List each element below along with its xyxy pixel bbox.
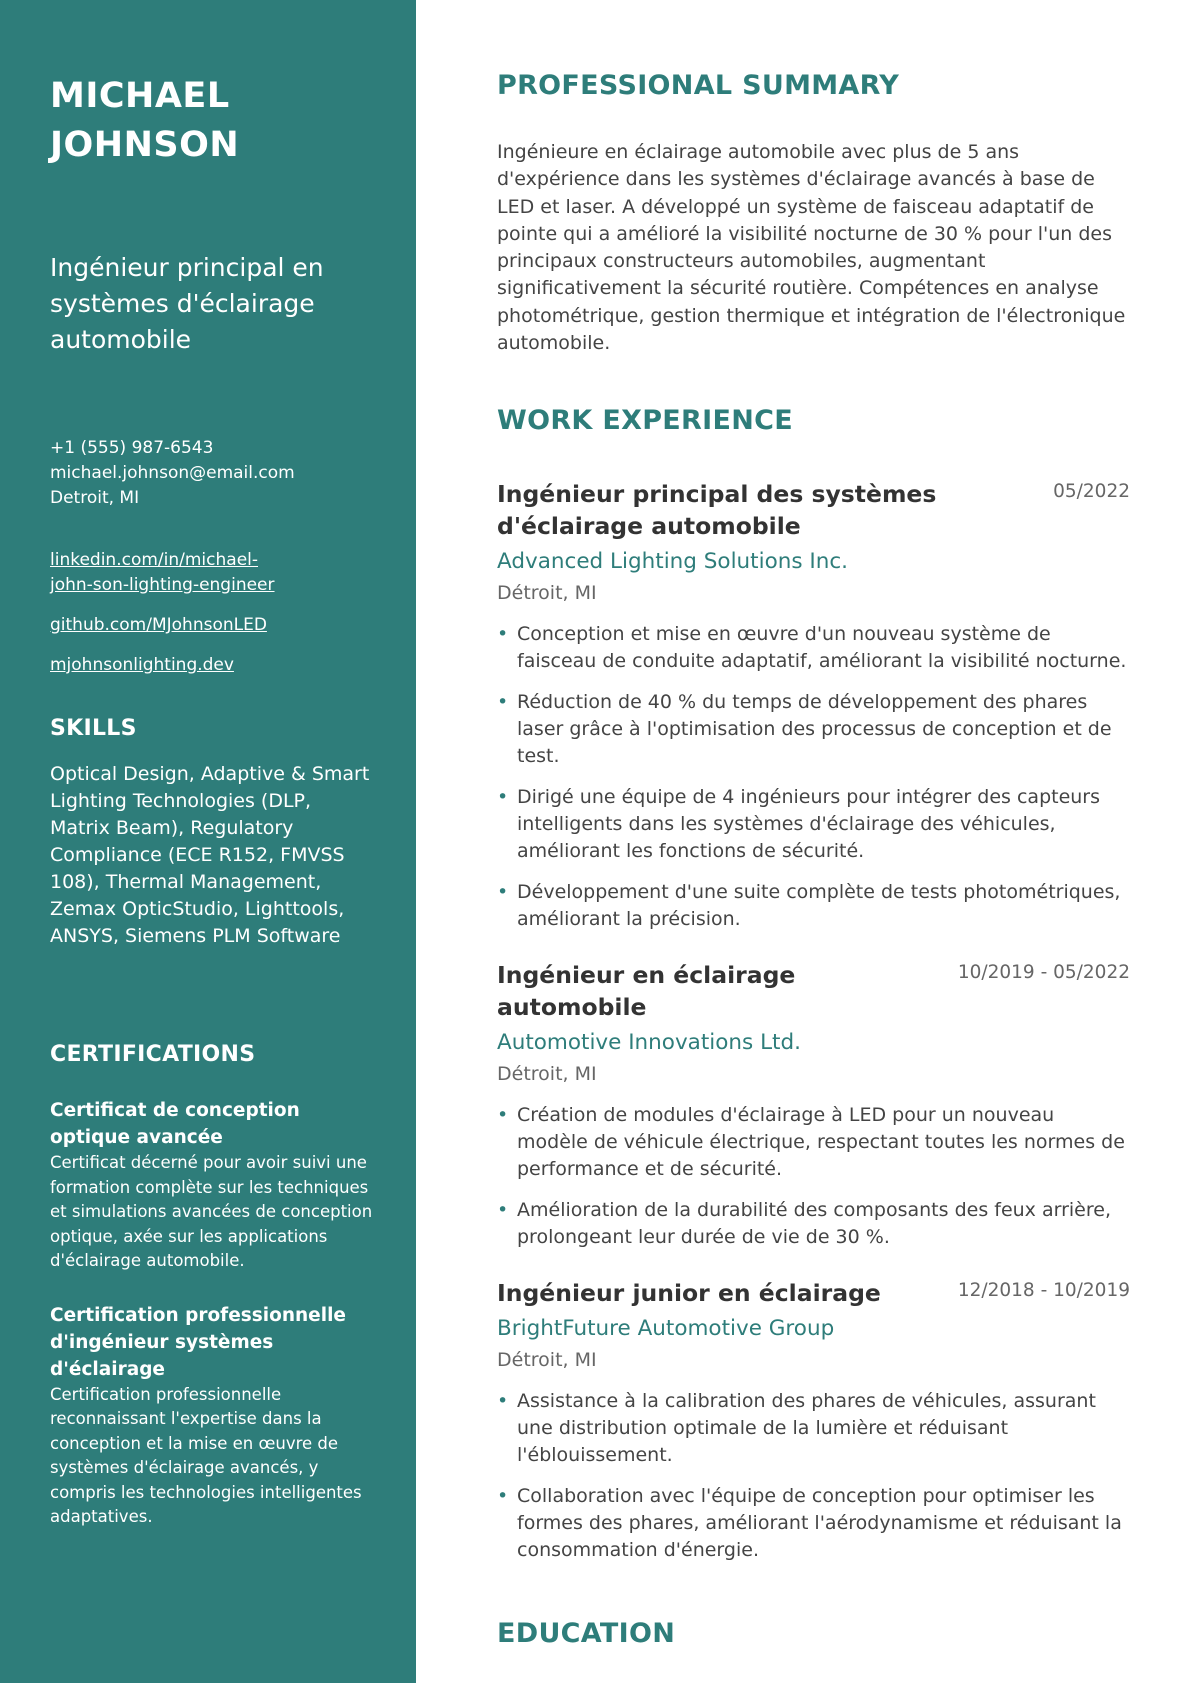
bullet-item: • Création de modules d'éclairage à LED pour un nouveau modèle de véhicule électrique, respectant toutes les normes de performance et de sécurité.	[497, 1102, 1130, 1183]
summary-heading: PROFESSIONAL SUMMARY	[497, 70, 900, 101]
job-date: 10/2019 - 05/2022	[957, 962, 1130, 984]
bullet-item: • Réduction de 40 % du temps de développement des phares laser grâce à l'optimisation des processus de conception et de test.	[497, 689, 1130, 770]
job-entry	[497, 959, 1130, 1251]
candidate-name: MICHAEL JOHNSON	[50, 76, 240, 165]
github-link[interactable]: github.com/MJohnsonLED	[50, 615, 267, 635]
main-content	[416, 0, 1190, 1683]
job-date: 05/2022	[1053, 481, 1130, 503]
bullet-item: • Dirigé une équipe de 4 ingénieurs pour intégrer des capteurs intelligents dans les systèmes d'éclairage des véhicules, améliorant les fonctions de sécurité.	[497, 784, 1130, 865]
job-title: Ingénieur principal des systèmes d'éclairage automobile	[497, 480, 937, 541]
job-title: Ingénieur en éclairage automobile	[497, 961, 796, 1022]
skills-heading: SKILLS	[50, 716, 137, 741]
email-text: michael.johnson@email.com	[50, 463, 295, 483]
summary-text: Ingénieure en éclairage automobile avec plus de 5 ans d'expérience dans les systèmes d'éclairage avancés à base de LED et laser. A développé un système de faisceau adaptatif de pointe qui a amélioré la visibilité nocturne de 30 % pour l'un des principaux constructeurs automobiles, augmentant significativement la sécurité routière. Compétences en analyse photométrique, gestion thermique et intégration de l'électronique automobile.	[497, 141, 1126, 355]
job-entry	[497, 1277, 1130, 1564]
bullet-item: • Conception et mise en œuvre d'un nouveau système de faisceau de conduite adaptatif, améliorant la visibilité nocturne.	[497, 621, 1130, 675]
location-text: Detroit, MI	[50, 488, 140, 508]
certification-title: Certificat de conception optique avancée	[50, 1100, 300, 1148]
job-date: 12/2018 - 10/2019	[957, 1280, 1130, 1302]
job-bullets	[497, 1102, 1130, 1251]
job-location: Détroit, MI	[497, 582, 597, 605]
job-location: Détroit, MI	[497, 1063, 597, 1086]
bullet-item: • Amélioration de la durabilité des composants des feux arrière, prolongeant leur durée de vie de 30 %.	[497, 1197, 1130, 1251]
job-company: Advanced Lighting Solutions Inc.	[497, 549, 849, 575]
certification-description: Certification professionnelle reconnaissant l'expertise dans la conception et la mise en œuvre de systèmes d'éclairage avancés, y compris les technologies intelligentes adaptatives.	[50, 1384, 362, 1526]
bullet-item: • Collaboration avec l'équipe de conception pour optimiser les formes des phares, améliorant l'aérodynamisme et réduisant la consommation d'énergie.	[497, 1483, 1130, 1564]
job-title: Ingénieur junior en éclairage	[497, 1279, 881, 1308]
skills-text: Optical Design, Adaptive & Smart Lighting Technologies (DLP, Matrix Beam), Regulatory Compliance (ECE R152, FMVSS 108), Thermal Management, Zemax OpticStudio, Lighttools, ANSYS, Siemens PLM Software	[50, 763, 370, 947]
bullet-item: • Développement d'une suite complète de tests photométriques, améliorant la précision.	[497, 879, 1130, 933]
job-company: Automotive Innovations Ltd.	[497, 1030, 801, 1056]
job-bullets	[497, 621, 1130, 933]
certification-item	[50, 1097, 376, 1274]
phone-text: +1 (555) 987-6543	[50, 438, 214, 458]
job-location: Détroit, MI	[497, 1349, 597, 1372]
links-block	[50, 548, 376, 678]
bullet-item: • Assistance à la calibration des phares de véhicules, assurant une distribution optimale de la lumière et réduisant l'éblouissement.	[497, 1388, 1130, 1469]
job-company: BrightFuture Automotive Group	[497, 1316, 835, 1342]
job-bullets	[497, 1388, 1130, 1564]
website-link[interactable]: mjohnsonlighting.dev	[50, 655, 234, 675]
certification-title: Certification professionnelle d'ingénieur systèmes d'éclairage	[50, 1304, 346, 1380]
job-entry	[497, 478, 1130, 933]
candidate-role: Ingénieur principal en systèmes d'éclairage automobile	[50, 253, 324, 354]
sidebar	[0, 0, 416, 1683]
education-heading: EDUCATION	[497, 1618, 676, 1650]
experience-heading: WORK EXPERIENCE	[497, 405, 793, 437]
certification-item	[50, 1302, 376, 1530]
certifications-heading: CERTIFICATIONS	[50, 1042, 256, 1067]
linkedin-link[interactable]: linkedin.com/in/michael-john-son-lighting-engineer	[50, 550, 275, 595]
contact-block	[50, 436, 376, 511]
certification-description: Certificat décerné pour avoir suivi une formation complète sur les techniques et simulations avancées de conception optique, axée sur les applications d'éclairage automobile.	[50, 1153, 373, 1270]
